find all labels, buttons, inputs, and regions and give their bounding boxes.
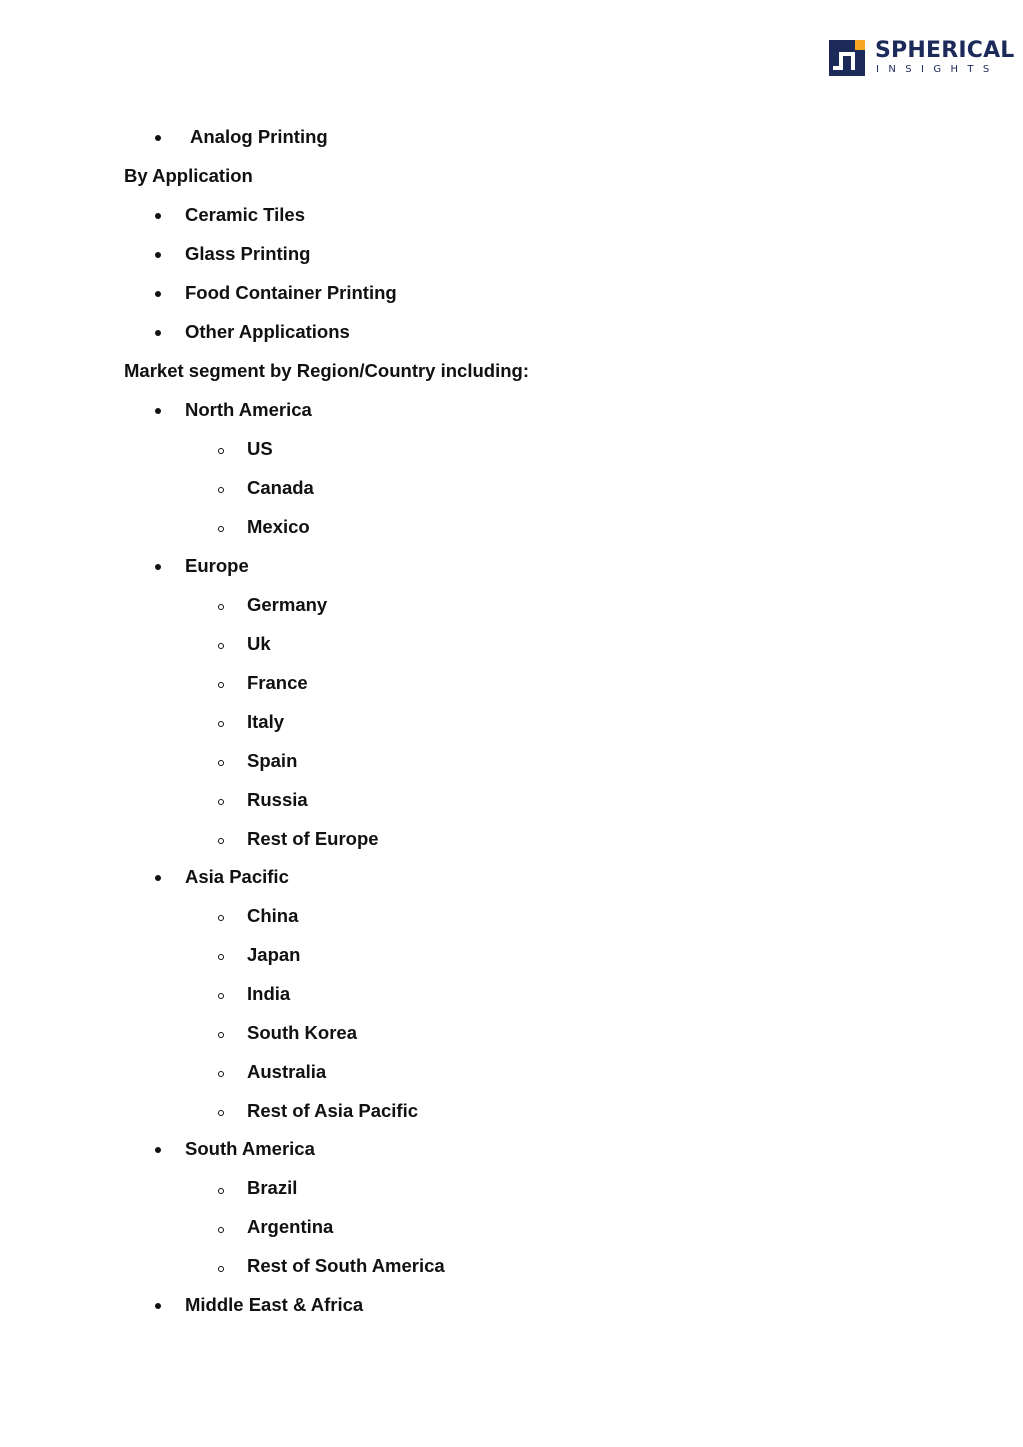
heading-region-country: Market segment by Region/Country including: bbox=[124, 360, 529, 381]
spherical-insights-logo bbox=[829, 38, 1015, 76]
circle-bullet-icon bbox=[218, 954, 224, 960]
country-rest-of-europe: Rest of Europe bbox=[247, 828, 379, 849]
country-italy: Italy bbox=[247, 711, 285, 732]
circle-bullet-icon bbox=[218, 1266, 224, 1272]
bullet-icon bbox=[155, 252, 161, 258]
country-canada: Canada bbox=[247, 477, 314, 498]
country-south-korea: South Korea bbox=[247, 1022, 357, 1043]
country-australia: Australia bbox=[247, 1061, 327, 1082]
bullet-icon bbox=[155, 1303, 161, 1309]
region-north-america: North America bbox=[185, 399, 312, 420]
circle-bullet-icon bbox=[218, 1071, 224, 1077]
country-mexico: Mexico bbox=[247, 516, 310, 537]
country-us: US bbox=[247, 438, 273, 459]
country-russia: Russia bbox=[247, 789, 308, 810]
circle-bullet-icon bbox=[218, 915, 224, 921]
list-item-analog-printing: Analog Printing bbox=[190, 126, 328, 147]
bullet-icon bbox=[155, 330, 161, 336]
region-europe: Europe bbox=[185, 555, 249, 576]
circle-bullet-icon bbox=[218, 487, 224, 493]
bullet-icon bbox=[155, 564, 161, 570]
country-brazil: Brazil bbox=[247, 1177, 298, 1198]
logo-title: SPHERICAL bbox=[875, 38, 1015, 63]
circle-bullet-icon bbox=[218, 643, 224, 649]
circle-bullet-icon bbox=[218, 993, 224, 999]
country-germany: Germany bbox=[247, 594, 328, 615]
circle-bullet-icon bbox=[218, 760, 224, 766]
list-item-other-applications: Other Applications bbox=[185, 321, 350, 342]
list-item-ceramic-tiles: Ceramic Tiles bbox=[185, 204, 305, 225]
circle-bullet-icon bbox=[218, 526, 224, 532]
country-rest-of-south-america: Rest of South America bbox=[247, 1255, 445, 1276]
country-france: France bbox=[247, 672, 308, 693]
circle-bullet-icon bbox=[218, 1110, 224, 1116]
list-item-glass-printing: Glass Printing bbox=[185, 243, 311, 264]
bullet-icon bbox=[155, 1147, 161, 1153]
country-japan: Japan bbox=[247, 944, 301, 965]
country-china: China bbox=[247, 905, 299, 926]
circle-bullet-icon bbox=[218, 1032, 224, 1038]
region-south-america: South America bbox=[185, 1138, 315, 1159]
country-india: India bbox=[247, 983, 291, 1004]
country-rest-of-asia-pacific: Rest of Asia Pacific bbox=[247, 1100, 419, 1121]
circle-bullet-icon bbox=[218, 448, 224, 454]
circle-bullet-icon bbox=[218, 1188, 224, 1194]
list-item-food-container-printing: Food Container Printing bbox=[185, 282, 397, 303]
bullet-icon bbox=[155, 875, 161, 881]
circle-bullet-icon bbox=[218, 799, 224, 805]
region-asia-pacific: Asia Pacific bbox=[185, 866, 289, 887]
bullet-icon bbox=[155, 408, 161, 414]
bullet-icon bbox=[155, 135, 161, 141]
bullet-icon bbox=[155, 291, 161, 297]
country-uk: Uk bbox=[247, 633, 271, 654]
bullet-icon bbox=[155, 213, 161, 219]
circle-bullet-icon bbox=[218, 604, 224, 610]
logo-mark-icon bbox=[829, 40, 865, 76]
circle-bullet-icon bbox=[218, 682, 224, 688]
logo-subtitle: INSIGHTS bbox=[876, 64, 999, 75]
circle-bullet-icon bbox=[218, 721, 224, 727]
region-middle-east-africa: Middle East & Africa bbox=[185, 1294, 364, 1315]
country-spain: Spain bbox=[247, 750, 298, 771]
circle-bullet-icon bbox=[218, 1227, 224, 1233]
country-argentina: Argentina bbox=[247, 1216, 334, 1237]
circle-bullet-icon bbox=[218, 838, 224, 844]
heading-by-application: By Application bbox=[124, 165, 253, 186]
